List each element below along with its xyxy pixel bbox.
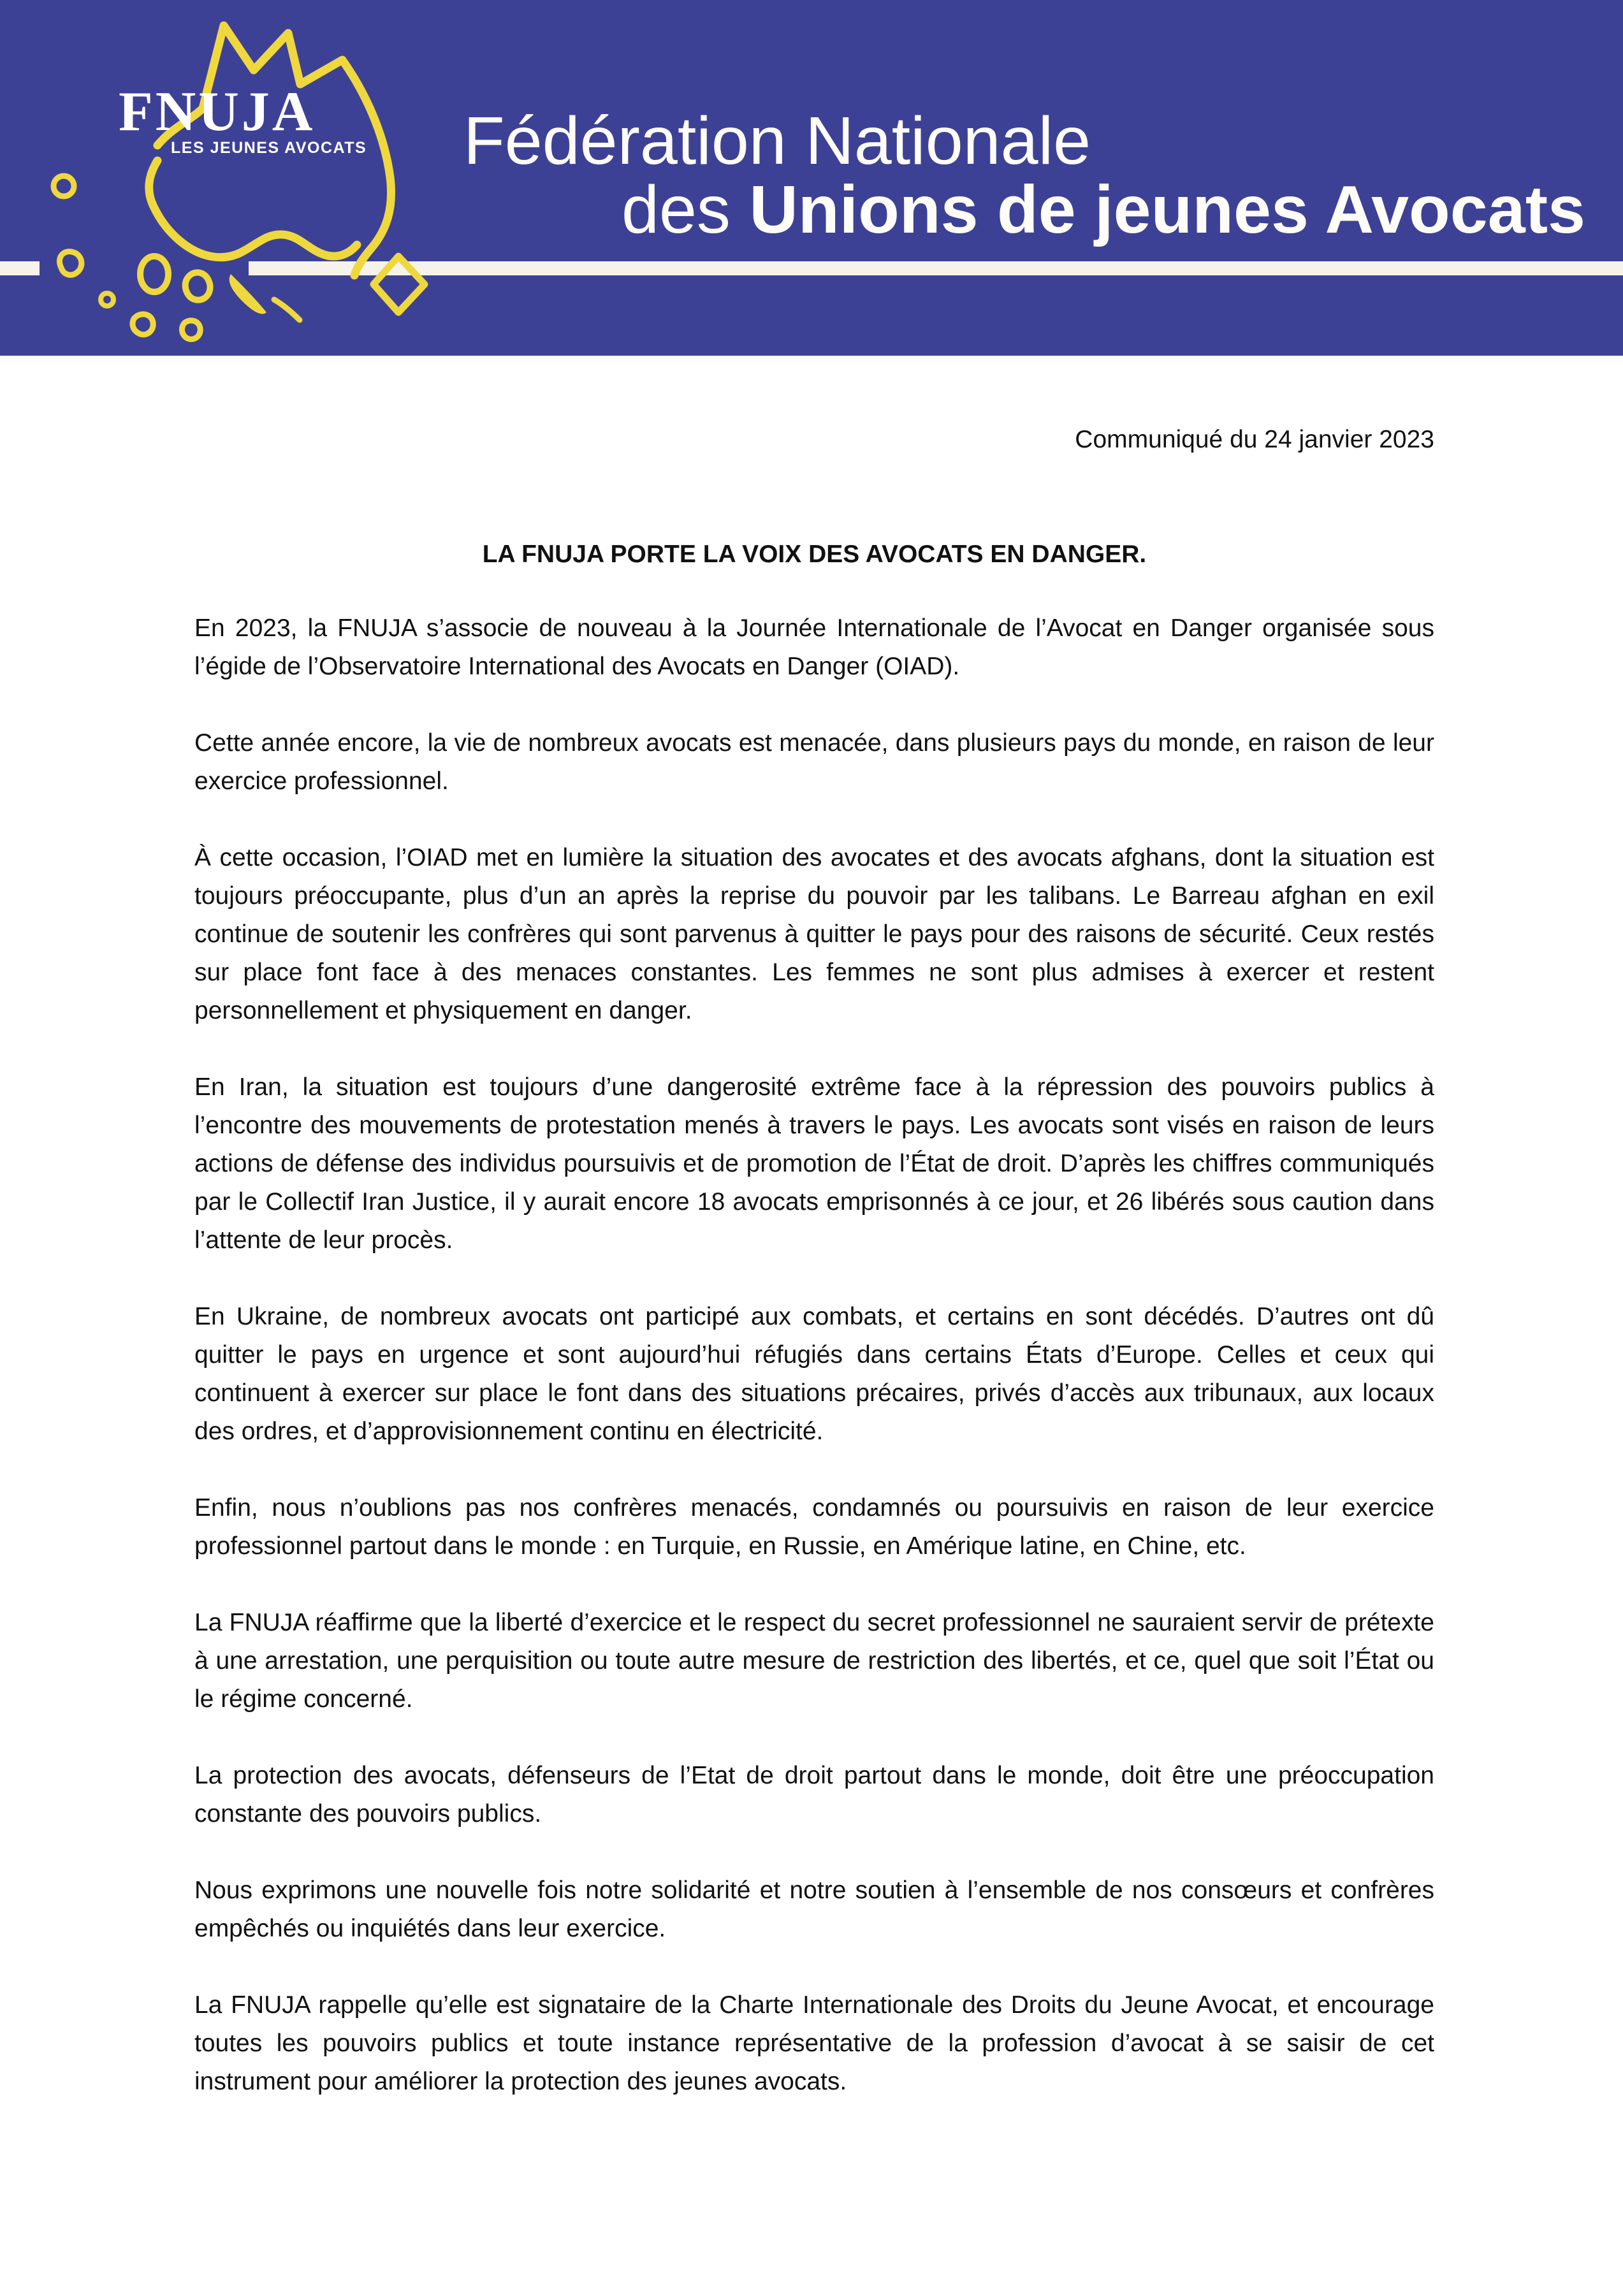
paragraph: Enfin, nous n’oublions pas nos confrères menacés, condamnés ou poursuivis en raison de leur exercice professionnel partout dans le monde : en Turquie, en Russie, en Amérique latine, en Chine, etc. xyxy=(194,1494,1434,1560)
paragraph: La FNUJA rappelle qu’elle est signataire de la Charte Internationale des Droits du Jeune Avocat, et encourage toutes les pouvoirs publics et toute instance représentative de la profession d’avocat à se saisir de cet instrument pour améliorer la protection des jeunes avocats. xyxy=(194,1991,1434,2095)
date-line: Communiqué du 24 janvier 2023 xyxy=(1075,426,1434,453)
paragraph: Nous exprimons une nouvelle fois notre solidarité et notre soutien à l’ensemble de nos consœurs et confrères empêchés ou inquiétés dans leur exercice. xyxy=(194,1877,1434,1942)
document-title: LA FNUJA PORTE LA VOIX DES AVOCATS EN DANGER. xyxy=(482,541,1147,568)
paragraph: En Iran, la situation est toujours d’une dangerosité extrême face à la répression des pouvoirs publics à l’encontre des mouvements de protestation menés à travers le pays. Les avocats sont visés en raison de leurs actions de défense des individus poursuivis et de promotion de l’État de droit. D’après les chiffres communiqués par le Collectif Iran Justice, il y aurait encore 18 avocats emprisonnés à ce jour, et 26 libérés sous caution dans l’attente de leur procès. xyxy=(194,1073,1434,1254)
logo-tagline: LES JEUNES AVOCATS xyxy=(171,139,367,157)
paragraph: Cette année encore, la vie de nombreux avocats est menacée, dans plusieurs pays du monde, en raison de leur exercice professionnel. xyxy=(194,729,1434,795)
banner-title-line2-emphasis: Unions de jeunes Avocats xyxy=(749,172,1585,247)
paragraph: La protection des avocats, défenseurs de l’Etat de droit partout dans le monde, doit être une préoccupation constante des pouvoirs publics. xyxy=(194,1762,1434,1827)
paragraph: La FNUJA réaffirme que la liberté d’exercice et le respect du secret professionnel ne sauraient servir de prétexte à une arrestation, une perquisition ou toute autre mesure de restriction des libertés, et ce, quel que soit l’État ou le régime concerné. xyxy=(194,1609,1434,1713)
logo-acronym: FNUJA xyxy=(119,81,316,143)
banner-title-line1: Fédération Nationale xyxy=(463,103,1091,178)
document-body xyxy=(194,0,1434,2101)
island-icon xyxy=(133,314,153,335)
island-icon xyxy=(54,176,74,196)
island-icon xyxy=(59,252,81,275)
paragraph: À cette occasion, l’OIAD met en lumière la situation des avocates et des avocats afghans, dont la situation est toujours préoccupante, plus d’un an après la reprise du pouvoir par les talibans. Le Barreau afghan en exil continue de soutenir les confrères qui sont parvenus à quitter le pays pour des raisons de sécurité. Ceux restés sur place font face à des menaces constantes. Les femmes ne sont plus admises à exercer et restent personnellement et physiquement en danger. xyxy=(194,844,1434,1024)
island-icon xyxy=(140,256,168,292)
island-icon xyxy=(101,293,113,306)
paragraph: En 2023, la FNUJA s’associe de nouveau à la Journée Internationale de l’Avocat en Danger organisée sous l’égide de l’Observatoire International des Avocats en Danger (OIAD). xyxy=(194,614,1434,680)
paragraph: En Ukraine, de nombreux avocats ont participé aux combats, et certains en sont décédés. D’autres ont dû quitter le pays en urgence et sont aujourd’hui réfugiés dans certains États d’Europe. Celles et ceux qui continuent à exercer sur place le font dans des situations précaires, privés d’accès aux tribunaux, aux locaux des ordres, et d’approvisionnement continu en électricité. xyxy=(194,1303,1434,1445)
banner-title-line2-prefix: des xyxy=(622,172,750,247)
